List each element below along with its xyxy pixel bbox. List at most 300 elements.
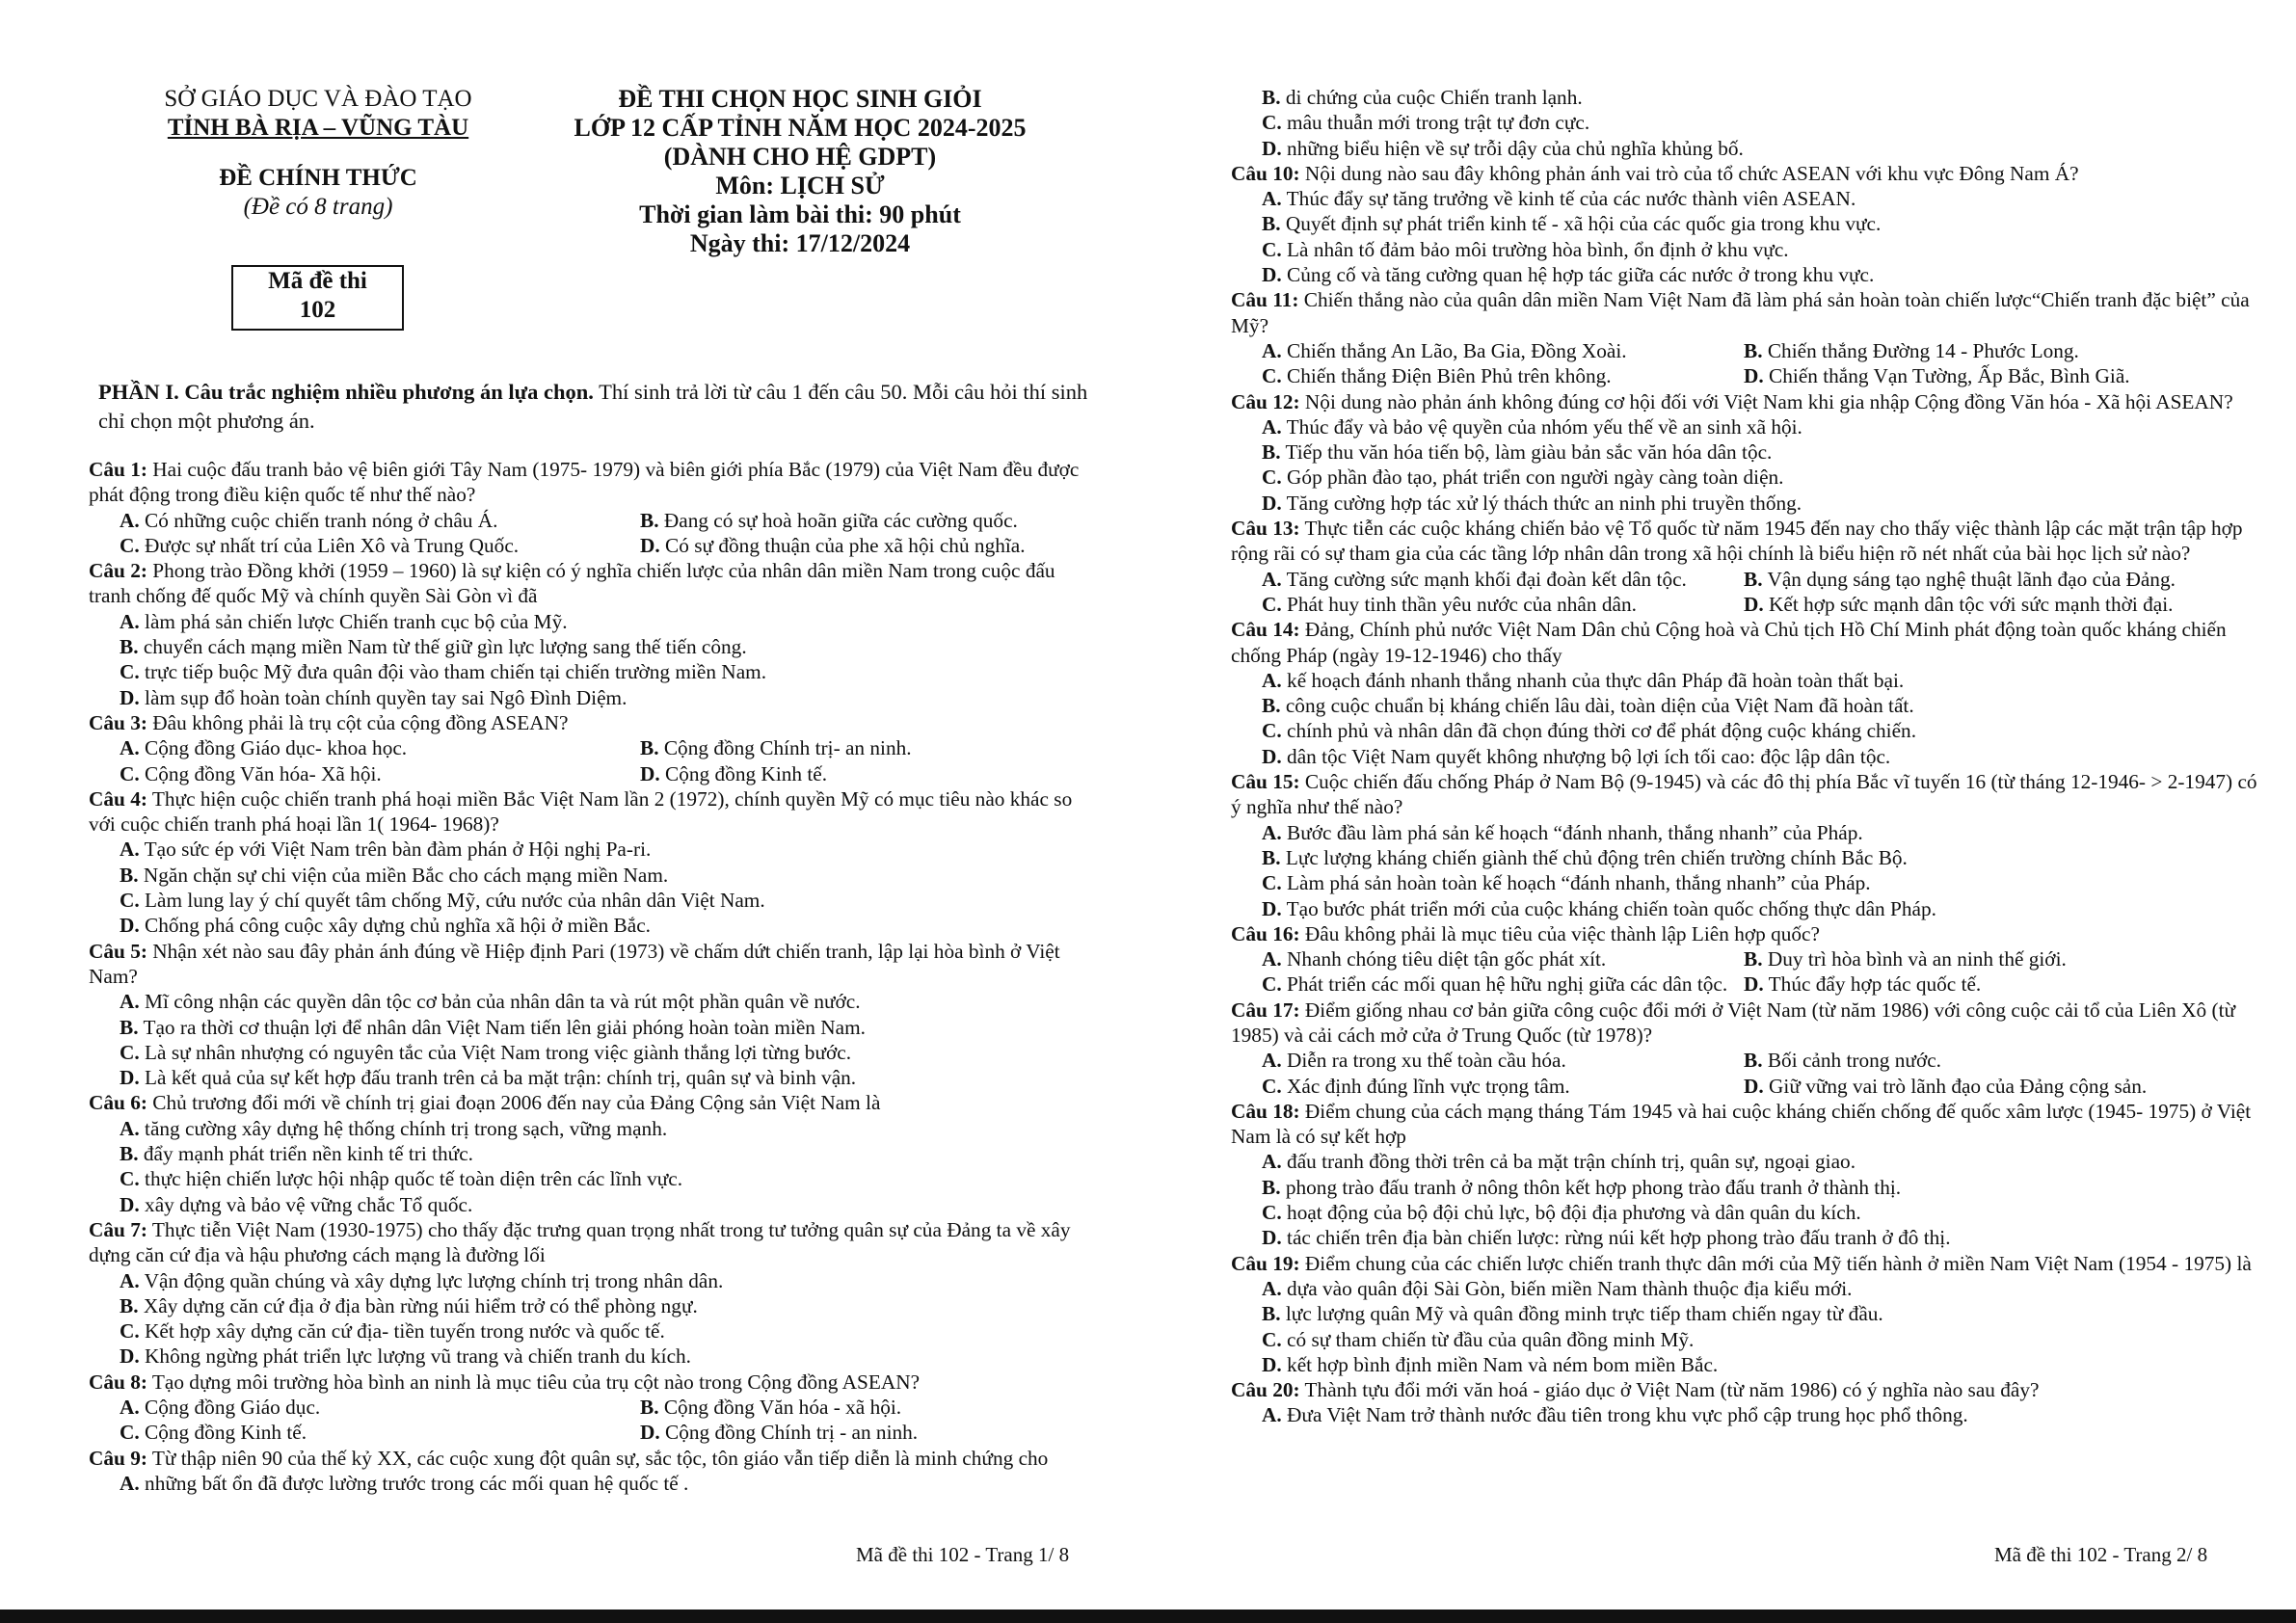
question-label: Câu 2: [89, 559, 147, 583]
answer-option [1262, 1276, 2257, 1301]
answer-option [120, 761, 640, 786]
answer-option [1262, 1175, 2257, 1200]
option-text: Cộng đồng Chính trị - an ninh. [659, 1421, 919, 1445]
question-text: Nội dung nào phản ánh không đúng cơ hội đối với Việt Nam khi gia nhập Cộng đồng Văn hóa - Xã hội ASEAN? [1299, 389, 2233, 413]
option-letter: A. [1262, 1049, 1282, 1073]
option-letter: A. [120, 736, 140, 760]
question-stem [89, 786, 1094, 838]
option-letter: C. [120, 1421, 140, 1445]
question-stem [89, 939, 1094, 990]
answer-option [640, 533, 1026, 558]
option-text: Là nhân tố đảm bảo môi trường hòa bình, ổn định ở khu vực. [1281, 237, 1789, 261]
exam-page-2 [1148, 0, 2296, 1623]
option-letter: D. [1262, 1352, 1282, 1376]
question-stem [1231, 161, 2257, 186]
exam-title: ĐỀ THI CHỌN HỌC SINH GIỎI [618, 85, 982, 113]
question [89, 558, 1094, 710]
question [89, 1217, 1094, 1370]
section-instruction: Thí sinh trả lời từ câu 1 đến câu 50. Mỗi câu hỏi thí sinh chỉ chọn một phương án. [98, 380, 1088, 433]
option-letter: B. [120, 863, 139, 887]
option-letter: A. [1262, 668, 1282, 692]
q9-continuation [1231, 85, 2257, 161]
pages-note: (Đề có 8 trang) [243, 194, 393, 220]
option-text: Ngăn chặn sự chi viện của miền Bắc cho cách mạng miền Nam. [138, 863, 669, 887]
answer-option [1262, 414, 2257, 439]
option-letter: C. [120, 761, 140, 785]
option-text: Chiến thắng Điện Biên Phủ trên không. [1281, 364, 1612, 388]
answer-option [1744, 592, 2173, 617]
option-letter: A. [1262, 567, 1282, 591]
exam-duration: Thời gian làm bài thi: 90 phút [639, 200, 961, 228]
answer-option [120, 1040, 1094, 1065]
answer-option [1744, 1048, 1941, 1073]
answer-option [120, 1116, 1094, 1141]
answer-option [1262, 870, 2257, 895]
question-text: Chiến thắng nào của quân dân miền Nam Việt Nam đã làm phá sản hoàn toàn chiến lược“Chiến tranh đặc biệt” của Mỹ? [1231, 288, 2250, 337]
option-letter: D. [120, 1066, 140, 1090]
question-label: Câu 12: [1231, 389, 1300, 413]
option-letter: B. [1262, 212, 1281, 236]
question-label: Câu 11: [1231, 288, 1299, 312]
option-letter: C. [1262, 111, 1282, 135]
option-letter: A. [120, 609, 140, 633]
option-letter: D. [1744, 1074, 1764, 1098]
answer-option [120, 1192, 1094, 1217]
option-letter: B. [120, 1142, 139, 1166]
answer-option-row [120, 508, 1094, 533]
option-text: Không ngừng phát triển lực lượng vũ trang và chiến tranh du kích. [139, 1344, 691, 1369]
answer-option [1262, 110, 2257, 135]
page2-footer: Mã đề thi 102 - Trang 2/ 8 [1994, 1543, 2208, 1566]
answer-option [1262, 85, 2257, 110]
option-letter: D. [640, 533, 660, 557]
option-letter: A. [120, 990, 140, 1014]
question-stem [1231, 769, 2257, 820]
option-letter: B. [640, 1395, 659, 1419]
question-label: Câu 7: [89, 1217, 147, 1241]
option-letter: C. [1262, 1201, 1282, 1225]
question-stem [89, 1217, 1094, 1268]
option-text: Cộng đồng Kinh tế. [659, 761, 828, 785]
question [89, 710, 1094, 786]
department-name: SỞ GIÁO DỤC VÀ ĐÀO TẠO [164, 86, 472, 112]
answer-option [120, 1420, 640, 1445]
question-stem [89, 1446, 1094, 1471]
option-letter: D. [1262, 263, 1282, 287]
question-stem [1231, 998, 2257, 1049]
question-stem [1231, 921, 2257, 946]
option-letter: C. [120, 1167, 140, 1191]
option-letter: B. [1262, 1302, 1281, 1326]
option-letter: B. [120, 1293, 139, 1317]
option-text: Duy trì hòa bình và an ninh thế giới. [1762, 947, 2067, 971]
option-text: kết hợp bình định miền Nam và ném bom miền Bắc. [1281, 1352, 1719, 1376]
option-text: Tiếp thu văn hóa tiến bộ, làm giàu bản sắc văn hóa dân tộc. [1280, 440, 1773, 465]
option-text: Cộng đồng Giáo dục. [139, 1395, 321, 1419]
answer-option-row [1262, 1048, 2257, 1073]
question-text: Đâu không phải là trụ cột của cộng đồng ASEAN? [147, 710, 569, 734]
option-text: lực lượng quân Mỹ và quân đồng minh trực tiếp tham chiến ngay từ đầu. [1280, 1302, 1883, 1326]
option-text: Vận động quần chúng và xây dựng lực lượng chính trị trong nhân dân. [139, 1268, 724, 1292]
option-letter: A. [120, 1471, 140, 1495]
option-letter: C. [1262, 719, 1282, 743]
option-text: Được sự nhất trí của Liên Xô và Trung Quốc. [139, 533, 520, 557]
option-text: Tăng cường sức mạnh khối đại đoàn kết dân tộc. [1281, 567, 1687, 591]
question-text: Điểm chung của các chiến lược chiến tranh thực dân mới của Mỹ tiến hành ở miền Nam Việt Nam (1954 - 1975) là [1299, 1251, 2252, 1275]
answer-option [1262, 1048, 1744, 1073]
answer-option-row [1262, 1074, 2257, 1099]
option-letter: A. [1262, 1276, 1282, 1300]
option-letter: C. [1262, 972, 1282, 997]
option-text: Làm lung lay ý chí quyết tâm chống Mỹ, cứu nước của nhân dân Việt Nam. [139, 889, 765, 913]
question [1231, 998, 2257, 1099]
question-label: Câu 10: [1231, 161, 1300, 185]
option-text: Cộng đồng Kinh tế. [139, 1421, 307, 1445]
answer-option [120, 989, 1094, 1014]
option-letter: B. [1262, 440, 1281, 465]
section-heading [98, 378, 1094, 436]
answer-option [120, 913, 1094, 938]
option-letter: B. [1744, 567, 1763, 591]
answer-option [120, 735, 640, 760]
question [89, 1370, 1094, 1446]
question-text: Đảng, Chính phủ nước Việt Nam Dân chủ Cộng hoà và Chủ tịch Hồ Chí Minh phát động toàn quốc kháng chiến chống Pháp (ngày 19-12-1946) cho thấy [1231, 618, 2227, 667]
page2-questions [1231, 161, 2257, 1428]
exam-code-box [231, 265, 404, 331]
option-letter: C. [120, 1319, 140, 1344]
option-text: Kết hợp sức mạnh dân tộc với sức mạnh thời đại. [1763, 592, 2174, 616]
option-text: đẩy mạnh phát triển nền kinh tế tri thức. [138, 1142, 473, 1166]
answer-option [1744, 338, 2079, 363]
question-text: Chủ trương đổi mới về chính trị giai đoạn 2006 đến nay của Đảng Cộng sản Việt Nam là [147, 1091, 881, 1115]
question-label: Câu 9: [89, 1446, 147, 1470]
option-letter: B. [640, 736, 659, 760]
exam-system: (DÀNH CHO HỆ GDPT) [663, 143, 937, 171]
answer-option [120, 1015, 1094, 1040]
option-text: Đang có sự hoà hoãn giữa các cường quốc. [658, 508, 1018, 532]
option-letter: B. [1262, 1175, 1281, 1199]
question [89, 1090, 1094, 1216]
answer-option [1262, 491, 2257, 516]
question-text: Thành tựu đổi mới văn hoá - giáo dục ở Việt Nam (từ năm 1986) có ý nghĩa nào sau đây? [1299, 1378, 2040, 1402]
question-stem [89, 1090, 1094, 1115]
header-left [125, 85, 511, 222]
answer-option [120, 837, 1094, 862]
option-text: chính phủ và nhân dân đã chọn đúng thời cơ để phát động cuộc kháng chiến. [1281, 719, 1917, 743]
question-stem [1231, 1099, 2257, 1150]
page2-content [1231, 85, 2257, 1428]
option-letter: C. [1262, 592, 1282, 616]
answer-option [1262, 439, 2257, 465]
question-label: Câu 19: [1231, 1251, 1300, 1275]
answer-option [1744, 363, 2130, 388]
option-text: Chiến thắng Đường 14 - Phước Long. [1762, 338, 2079, 362]
option-text: Cộng đồng Giáo dục- khoa học. [139, 736, 408, 760]
answer-option [1262, 718, 2257, 743]
option-letter: A. [120, 838, 140, 862]
answer-option-row [1262, 592, 2257, 617]
official-label: ĐỀ CHÍNH THỨC [219, 165, 417, 191]
question-label: Câu 13: [1231, 517, 1300, 541]
question-stem [1231, 287, 2257, 338]
answer-option [120, 533, 640, 558]
option-letter: D. [120, 914, 140, 938]
answer-option [120, 1141, 1094, 1166]
question [1231, 1099, 2257, 1251]
question-text: Điểm chung của cách mạng tháng Tám 1945 và hai cuộc kháng chiến chống đế quốc xâm lược (1945- 1975) ở Việt Nam là có sự kết hợp [1231, 1099, 2252, 1149]
question-label: Câu 1: [89, 458, 147, 481]
answer-option [1744, 567, 2176, 592]
answer-option [1262, 338, 1744, 363]
answer-option [1262, 592, 1744, 617]
answer-option-row [1262, 567, 2257, 592]
option-letter: D. [640, 1421, 660, 1445]
question-stem [89, 1370, 1094, 1395]
answer-option [640, 508, 1018, 533]
question-text: Đâu không phải là mục tiêu của việc thành lập Liên hợp quốc? [1299, 921, 1820, 945]
option-letter: D. [640, 761, 660, 785]
option-letter: A. [120, 508, 140, 532]
answer-option [1262, 211, 2257, 236]
option-text: dân tộc Việt Nam quyết không nhượng bộ lợi ích tối cao: độc lập dân tộc. [1281, 744, 1891, 768]
answer-option [1262, 1200, 2257, 1225]
answer-option-row [120, 735, 1094, 760]
question-text: Nhận xét nào sau đây phản ánh đúng về Hiệp định Pari (1973) về chấm dứt chiến tranh, lập lại hòa bình ở Việt Nam? [89, 939, 1060, 988]
option-text: Kết hợp xây dựng căn cứ địa- tiền tuyến trong nước và quốc tế. [139, 1319, 665, 1344]
question-label: Câu 15: [1231, 770, 1300, 794]
option-text: Thúc đẩy hợp tác quốc tế. [1763, 972, 1982, 997]
exam-date: Ngày thi: 17/12/2024 [689, 229, 911, 257]
question [89, 786, 1094, 939]
question-label: Câu 8: [89, 1370, 147, 1394]
option-text: Tạo bước phát triển mới của cuộc kháng chiến toàn quốc chống thực dân Pháp. [1281, 896, 1936, 920]
answer-option [640, 735, 912, 760]
answer-option-row [1262, 363, 2257, 388]
option-letter: B. [1262, 86, 1281, 109]
option-letter: B. [120, 635, 139, 659]
option-letter: A. [1262, 1150, 1282, 1174]
option-text: những biểu hiện về sự trỗi dậy của chủ nghĩa khủng bố. [1281, 136, 1744, 160]
option-text: trực tiếp buộc Mỹ đưa quân đội vào tham chiến tại chiến trường miền Nam. [139, 660, 767, 684]
question [1231, 287, 2257, 388]
option-text: thực hiện chiến lược hội nhập quốc tế toàn diện trên các lĩnh vực. [139, 1167, 683, 1191]
answer-option [640, 1420, 918, 1445]
answer-option [120, 1344, 1094, 1369]
answer-option [120, 634, 1094, 659]
question-label: Câu 4: [89, 786, 147, 811]
question-text: Điểm giống nhau cơ bản giữa công cuộc đổi mới ở Việt Nam (từ năm 1986) với công cuộc cải tổ của Liên Xô (từ 1985) và cải cách mở cửa ở Trung Quốc (từ 1978)? [1231, 998, 2236, 1047]
option-letter: A. [120, 1116, 140, 1140]
option-text: Có những cuộc chiến tranh nóng ở châu Á. [139, 508, 498, 532]
option-text: Quyết định sự phát triển kinh tế - xã hội của các quốc gia trong khu vực. [1280, 212, 1882, 236]
question [1231, 516, 2257, 617]
option-text: Tạo ra thời cơ thuận lợi để nhân dân Việt Nam tiến lên giải phóng hoàn toàn miền Nam. [138, 1015, 866, 1039]
scan-edge-bar [0, 1610, 2296, 1623]
option-text: Xác định đúng lĩnh vực trọng tâm. [1281, 1074, 1570, 1098]
option-letter: B. [1262, 694, 1281, 718]
option-letter: B. [1744, 947, 1763, 971]
option-text: tác chiến trên địa bàn chiến lược: rừng núi kết hợp phong trào đấu tranh ở đô thị. [1281, 1226, 1951, 1250]
option-letter: D. [120, 1344, 140, 1369]
question [89, 457, 1094, 558]
option-text: Củng cố và tăng cường quan hệ hợp tác giữa các nước ở trong khu vực. [1281, 263, 1875, 287]
option-letter: D. [120, 1192, 140, 1216]
option-letter: A. [120, 1395, 140, 1419]
answer-option [120, 1065, 1094, 1090]
page1-questions [89, 457, 1094, 1496]
question-text: Từ thập niên 90 của thế kỷ XX, các cuộc xung đột quân sự, sắc tộc, tôn giáo vẫn tiếp diễn là minh chứng cho [147, 1446, 1049, 1470]
question-stem [89, 558, 1094, 609]
answer-option [120, 1471, 1094, 1496]
question-text: Nội dung nào sau đây không phản ánh vai trò của tổ chức ASEAN với khu vực Đông Nam Á? [1299, 161, 2079, 185]
answer-option [120, 685, 1094, 710]
question-stem [1231, 1251, 2257, 1276]
question-stem [89, 710, 1094, 735]
answer-option [1262, 668, 2257, 693]
answer-option [120, 888, 1094, 913]
answer-option [1262, 363, 1744, 388]
answer-option [1744, 946, 2067, 971]
option-text: Thúc đẩy sự tăng trưởng về kinh tế của các nước thành viên ASEAN. [1281, 187, 1856, 211]
answer-option-row [1262, 971, 2257, 997]
answer-option [1262, 845, 2257, 870]
answer-option [120, 1268, 1094, 1293]
answer-option [1262, 136, 2257, 161]
section-title: PHẦN I. Câu trắc nghiệm nhiều phương án lựa chọn. [98, 380, 594, 404]
option-text: Giữ vững vai trò lãnh đạo của Đảng cộng sản. [1763, 1074, 2148, 1098]
exam-subject: Môn: LỊCH SỬ [715, 172, 885, 200]
option-letter: C. [1262, 1074, 1282, 1098]
answer-option-row [1262, 946, 2257, 971]
option-letter: A. [1262, 820, 1282, 844]
option-text: di chứng của cuộc Chiến tranh lạnh. [1280, 86, 1583, 109]
option-text: làm sụp đổ hoàn toàn chính quyền tay sai Ngô Đình Diệm. [139, 685, 627, 709]
question-stem [1231, 516, 2257, 567]
answer-option [1262, 744, 2257, 769]
option-letter: D. [1262, 491, 1282, 515]
question-label: Câu 6: [89, 1091, 147, 1115]
answer-option [1262, 1301, 2257, 1326]
option-letter: D. [1744, 364, 1764, 388]
question [89, 939, 1094, 1091]
answer-option [1744, 971, 1981, 997]
answer-option [1262, 693, 2257, 718]
option-letter: A. [1262, 1403, 1282, 1427]
header-right [521, 85, 1080, 258]
province-name: TỈNH BÀ RỊA – VŨNG TÀU [167, 115, 469, 141]
option-text: Là sự nhân nhượng có nguyên tắc của Việt Nam trong việc giành thắng lợi từng bước. [139, 1040, 852, 1064]
answer-option [1262, 1074, 1744, 1099]
option-text: Làm phá sản hoàn toàn kế hoạch “đánh nhanh, thắng nhanh” của Pháp. [1281, 871, 1871, 895]
option-text: chuyển cách mạng miền Nam từ thế giữ gìn lực lượng sang thế tiến công. [138, 635, 747, 659]
answer-option [1262, 946, 1744, 971]
answer-option [1262, 465, 2257, 490]
answer-option [120, 1395, 640, 1420]
answer-option [1262, 1225, 2257, 1250]
question [1231, 389, 2257, 516]
answer-option [1262, 896, 2257, 921]
answer-option-row [120, 533, 1094, 558]
question-text: Thực hiện cuộc chiến tranh phá hoại miền Bắc Việt Nam lần 2 (1972), chính quyền Mỹ có mục tiêu nào khác so với cuộc chiến tranh phá hoại lần 1( 1964- 1968)? [89, 786, 1073, 837]
answer-option [120, 659, 1094, 684]
option-letter: C. [1262, 237, 1282, 261]
question-text: Cuộc chiến đấu chống Pháp ở Nam Bộ (9-1945) và các đô thị phía Bắc vĩ tuyến 16 (từ tháng 12-1946- > 2-1947) có ý nghĩa như thế nào? [1231, 770, 2257, 819]
option-letter: C. [120, 1040, 140, 1064]
option-text: Nhanh chóng tiêu diệt tận gốc phát xít. [1281, 947, 1607, 971]
option-text: Lực lượng kháng chiến giành thế chủ động trên chiến trường chính Bắc Bộ. [1280, 845, 1908, 869]
answer-option [1262, 1352, 2257, 1377]
question-stem [1231, 1377, 2257, 1402]
option-letter: D. [1744, 972, 1764, 997]
question [1231, 769, 2257, 921]
option-text: Cộng đồng Văn hóa - xã hội. [658, 1395, 902, 1419]
option-text: Cộng đồng Chính trị- an ninh. [658, 736, 912, 760]
question-label: Câu 17: [1231, 998, 1300, 1022]
option-text: xây dựng và bảo vệ vững chắc Tổ quốc. [139, 1192, 473, 1216]
option-text: Tăng cường hợp tác xử lý thách thức an ninh phi truyền thống. [1281, 491, 1802, 515]
question-stem [1231, 389, 2257, 414]
answer-option-row [120, 1395, 1094, 1420]
answer-option [120, 863, 1094, 888]
answer-option [1262, 1149, 2257, 1174]
question-label: Câu 16: [1231, 921, 1300, 945]
answer-option-row [1262, 338, 2257, 363]
option-letter: A. [1262, 338, 1282, 362]
question [1231, 921, 2257, 998]
option-text: dựa vào quân đội Sài Gòn, biến miền Nam thành thuộc địa kiểu mới. [1281, 1276, 1853, 1300]
option-letter: C. [1262, 466, 1282, 490]
option-letter: C. [120, 533, 140, 557]
option-letter: C. [1262, 364, 1282, 388]
option-text: Bối cảnh trong nước. [1762, 1049, 1941, 1073]
option-letter: B. [120, 1015, 139, 1039]
option-text: đấu tranh đồng thời trên cả ba mặt trận chính trị, quân sự, ngoại giao. [1281, 1150, 1856, 1174]
answer-option [640, 1395, 901, 1420]
option-text: tăng cường xây dựng hệ thống chính trị trong sạch, vững mạnh. [139, 1116, 668, 1140]
option-letter: C. [120, 889, 140, 913]
option-text: làm phá sản chiến lược Chiến tranh cục bộ của Mỹ. [139, 609, 568, 633]
option-text: Phát huy tinh thần yêu nước của nhân dân. [1281, 592, 1637, 616]
option-letter: D. [1262, 744, 1282, 768]
question [1231, 161, 2257, 287]
option-text: Chiến thắng Vạn Tường, Ấp Bắc, Bình Giã. [1763, 364, 2130, 388]
answer-option [1262, 1402, 2257, 1427]
answer-option [1262, 1327, 2257, 1352]
option-text: mâu thuẫn mới trong trật tự đơn cực. [1281, 111, 1590, 135]
question-text: Phong trào Đồng khởi (1959 – 1960) là sự kiện có ý nghĩa chiến lược của nhân dân miền Nam trong cuộc đấu tranh chống đế quốc Mỹ và chính quyền Sài Gòn vì đã [89, 559, 1055, 608]
option-letter: D. [1262, 1226, 1282, 1250]
answer-option [120, 1166, 1094, 1191]
question-text: Tạo dựng môi trường hòa bình an ninh là mục tiêu của trụ cột nào trong Cộng đồng ASEAN? [147, 1370, 921, 1394]
question-label: Câu 20: [1231, 1378, 1300, 1402]
option-text: phong trào đấu tranh ở nông thôn kết hợp phong trào đấu tranh ở thành thị. [1280, 1175, 1902, 1199]
answer-option [640, 761, 827, 786]
question [1231, 617, 2257, 769]
option-text: công cuộc chuẩn bị kháng chiến lâu dài, toàn diện của Việt Nam đã hoàn tất. [1280, 694, 1914, 718]
option-text: Vận dụng sáng tạo nghệ thuật lãnh đạo của Đảng. [1762, 567, 2176, 591]
option-letter: B. [1262, 845, 1281, 869]
option-letter: A. [1262, 187, 1282, 211]
option-letter: B. [1744, 338, 1763, 362]
answer-option-row [120, 1420, 1094, 1445]
option-letter: A. [1262, 414, 1282, 439]
answer-option [120, 609, 1094, 634]
answer-option [1262, 186, 2257, 211]
option-text: Xây dựng căn cứ địa ở địa bàn rừng núi hiểm trở có thể phòng ngự. [138, 1293, 698, 1317]
option-text: Phát triển các mối quan hệ hữu nghị giữa các dân tộc. [1281, 972, 1728, 997]
option-text: Mĩ công nhận các quyền dân tộc cơ bản của nhân dân ta và rút một phần quân về nước. [139, 990, 861, 1014]
option-text: Đưa Việt Nam trở thành nước đầu tiên trong khu vực phổ cập trung học phổ thông. [1281, 1403, 1968, 1427]
